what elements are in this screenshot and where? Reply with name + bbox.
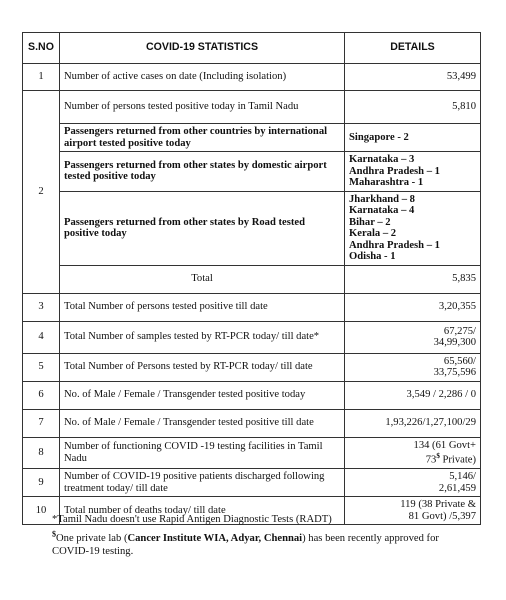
table-row: [23, 152, 481, 192]
row-label: Total Number of Persons tested by RT-PCR today/ till date: [60, 353, 345, 381]
row-label: Number of functioning COVID -19 testing facilities in Tamil Nadu: [60, 437, 345, 469]
footnote-lab-name: Cancer Institute WIA, Adyar, Chennai: [127, 533, 303, 544]
road-passengers-label: Passengers returned from other states by Road tested positive today: [60, 191, 345, 265]
value-line: 34,99,300: [433, 337, 476, 348]
row-value: [345, 497, 481, 525]
state-entry: Karnataka – 4: [349, 205, 415, 216]
footnote-radt: *Tamil Nadu doesn't use Rapid Antigen Diagnostic Tests (RADT): [52, 514, 332, 525]
table-row: [23, 321, 481, 353]
domestic-passengers-label: Passengers returned from other states by domestic airport tested positive today: [60, 152, 345, 192]
header-details: DETAILS: [345, 33, 481, 64]
row-sno: 1: [23, 64, 60, 91]
row-sno: 5: [23, 353, 60, 381]
header-row: [23, 33, 481, 64]
footnote-private-lab: [52, 529, 472, 558]
table-row: [23, 191, 481, 265]
row-value: [345, 437, 481, 469]
table-row: [23, 293, 481, 321]
row-value: 53,499: [345, 64, 481, 91]
intl-passengers-label: Passengers returned from other countries by international airport tested positive today: [60, 124, 345, 152]
road-passengers-states: [345, 191, 481, 265]
footnote-text: ) has been recently approved for COVID-19 testing.: [52, 533, 439, 557]
header-sno: S.NO: [23, 33, 60, 64]
row-label: Number of active cases on date (Including isolation): [60, 64, 345, 91]
dollar-footnote-symbol: $: [52, 529, 56, 539]
dollar-footnote-marker: $: [436, 452, 440, 460]
table-row: [23, 469, 481, 497]
row-value: [345, 353, 481, 381]
value-line: [349, 451, 476, 466]
table-row: [23, 381, 481, 409]
footnote-text: One private lab (: [56, 533, 128, 544]
value-line: 81 Govt) /5,397: [408, 510, 476, 522]
intl-passengers-states: [345, 124, 481, 152]
total-value: 5,835: [345, 265, 481, 293]
domestic-passengers-states: [345, 152, 481, 192]
row-value: 3,20,355: [345, 293, 481, 321]
value-line: 5,146/: [449, 471, 476, 483]
row-value: [345, 321, 481, 353]
state-entry: Karnataka – 3: [349, 154, 415, 165]
table-row: [23, 91, 481, 124]
row-value: [345, 469, 481, 497]
state-entry: Bihar – 2: [349, 216, 391, 228]
value-rest: Private): [439, 454, 476, 466]
row-sno: 8: [23, 437, 60, 469]
row-sno: 7: [23, 409, 60, 437]
row-sno: 2: [23, 91, 60, 294]
value-line: 119 (38 Private &: [400, 499, 476, 511]
row-label: Total Number of samples tested by RT-PCR today/ till date*: [60, 321, 345, 353]
header-statistics: COVID-19 STATISTICS: [60, 33, 345, 64]
state-entry: Jharkhand – 8: [349, 193, 415, 205]
value-line: 67,275/: [443, 325, 476, 337]
state-entry: Maharashtra - 1: [349, 177, 424, 188]
row-sno: 6: [23, 381, 60, 409]
row-value: 3,549 / 2,286 / 0: [345, 381, 481, 409]
state-entry: Andhra Pradesh – 1: [349, 239, 440, 251]
row-label: Total number of deaths today/ till date: [60, 497, 345, 525]
state-entry: Singapore - 2: [349, 131, 409, 143]
row-sno: 4: [23, 321, 60, 353]
row-label: No. of Male / Female / Transgender tested positive today: [60, 381, 345, 409]
row-label: Number of persons tested positive today in Tamil Nadu: [60, 91, 345, 124]
value-line: 2,61,459: [438, 482, 476, 494]
table-row: [23, 437, 481, 469]
row-label: Total Number of persons tested positive till date: [60, 293, 345, 321]
table-row: [23, 64, 481, 91]
value-line: 33,75,596: [433, 367, 476, 378]
table-row: [23, 124, 481, 152]
table-row: [23, 409, 481, 437]
row-sno: 3: [23, 293, 60, 321]
row-value: 5,810: [345, 91, 481, 124]
total-label: Total: [60, 265, 345, 293]
covid-statistics-table: [22, 32, 481, 525]
value-line: 65,560/: [443, 355, 476, 367]
state-entry: Kerala – 2: [349, 228, 397, 239]
row-label: No. of Male / Female / Transgender tested positive till date: [60, 409, 345, 437]
row-sno: 10: [23, 497, 60, 525]
state-entry: Andhra Pradesh – 1: [349, 165, 440, 177]
table-row: [23, 265, 481, 293]
row-value: 1,93,226/1,27,100/29: [345, 409, 481, 437]
row-sno: 9: [23, 469, 60, 497]
value-line: 134 (61 Govt+: [413, 439, 476, 451]
table-row: [23, 353, 481, 381]
value-number: 73: [425, 454, 437, 466]
row-label: Number of COVID-19 positive patients discharged following treatment today/ till date: [60, 469, 345, 497]
state-entry: Odisha - 1: [349, 251, 396, 262]
